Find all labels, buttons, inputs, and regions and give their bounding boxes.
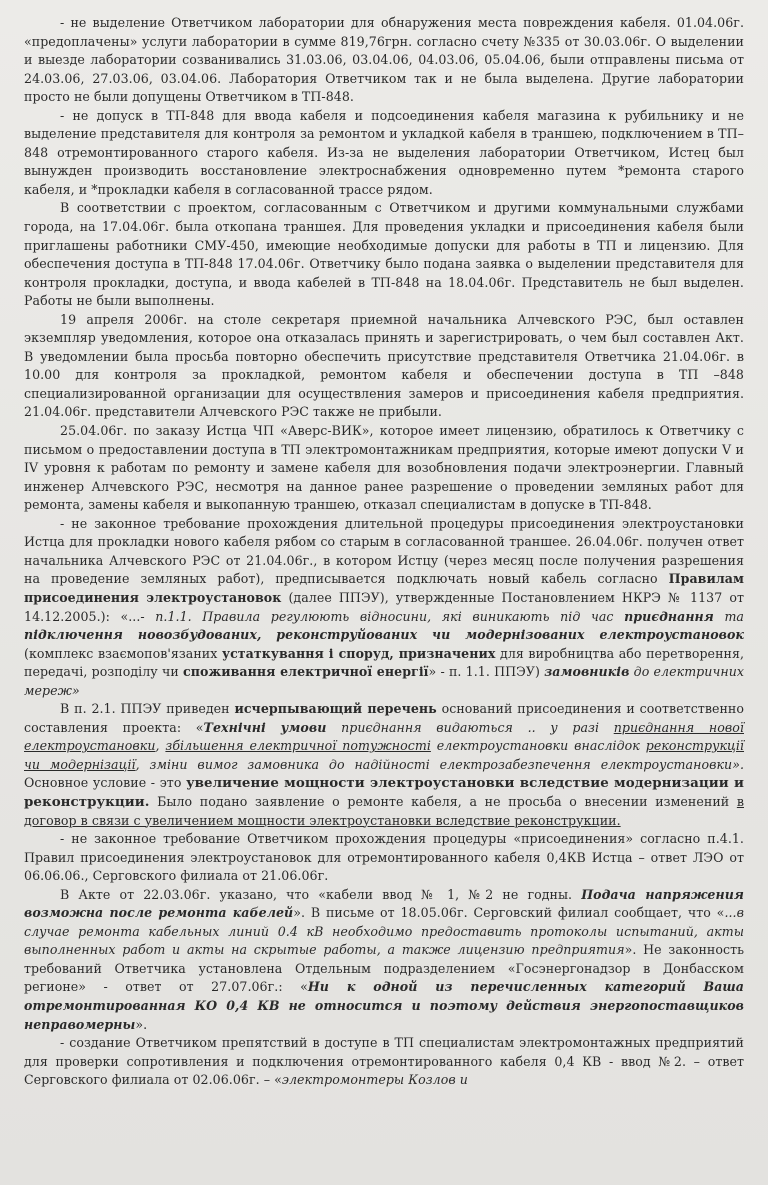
- text-run: - не законное требование прохождения длительной процедуры присоединения электроустановки Истца для прокладки нового кабеля рябом со старым в согласованной траншее. 26.04.06г. получен ответ начальника Алчевского РЭС от 21.04.06г., в котором Истцу (через месяц после получения разрешения на проведение земляных работ), предписывается подключать новый кабель согласно: [24, 515, 744, 587]
- text-run: (далее ППЭУ), утвержденные Постановлением НКРЭ № 1137 от 14.12.2005.): «...-: [24, 589, 744, 624]
- text-run: В п. 2.1. ППЭУ приведен: [60, 701, 235, 717]
- text-run: В Акте от 22.03.06г. указано, что «кабели ввод № 1, №2 не годны.: [60, 886, 582, 902]
- bold-run: споживання електричної енергії: [183, 664, 429, 680]
- bold-run: Правилам присоединения электроустановок: [24, 571, 744, 605]
- italic-run: ...в случае ремонта кабельных линий 0.4 кВ необходимо предоставить протоколы испытаний, акты выполненных работ и акты на скрытые работы, а также лицензию предприятия: [24, 905, 744, 958]
- paragraph-6: [24, 515, 744, 700]
- bold-run: исчерпывающий перечень: [234, 701, 437, 717]
- italic-run: та: [713, 608, 744, 624]
- paragraph-7: [24, 700, 744, 830]
- bold-run: увеличение мощности электроустановки вследствие модернизации и реконструкции.: [24, 775, 744, 810]
- underlined-italic-run: збільшення електричної потужності: [165, 738, 431, 754]
- italic-run: електроустановки внаслідок: [430, 738, 646, 754]
- underlined-run: в договор в связи с увеличением мощности электроустановки вследствие реконструкции.: [24, 793, 744, 828]
- text-run: ».: [135, 1016, 148, 1032]
- bold-italic-run: приєднання: [624, 608, 714, 624]
- italic-run: п.1.1. Правила регулюють відносини, які виникають під час: [155, 608, 625, 624]
- paragraph-10: [24, 1034, 744, 1090]
- text-run: оснований присоединения и соответственно составления проекта: «: [24, 701, 744, 735]
- bold-italic-run: замовників: [544, 664, 630, 680]
- paragraph-2: - не допуск в ТП-848 для ввода кабеля и подсоединения кабеля магазина к рубильнику и не выделение представителя для контроля за ремонтом и укладкой кабеля в траншею, подключением в ТП–848 отремонтированного старого кабеля. Из-за не выделения лаборатории Ответчиком, Истец был вынужден производить восстановление электроснабжения одновременно путем *ремонта старого кабеля, и *прокладки кабеля в согласованной трассе рядом.: [24, 107, 744, 197]
- paragraph-5: 25.04.06г. по заказу Истца ЧП «Аверс-ВИК», которое имеет лицензию, обратилось к Ответчику с письмом о предоставлении доступа в ТП электромонтажникам предприятия, которые имеют допуски V и IV уровня к работам по ремонту и замене кабеля для возобновления подачи электроэнергии. Главный инженер Алчевского РЭС, несмотря на данное ранее разрешение о проведении земляных работ для ремонта, замены кабеля и выкопанную траншею, отказал специалистам в допуске в ТП-848.: [24, 423, 744, 513]
- italic-run: до електричних мереж»: [24, 664, 745, 698]
- text-run: ». Не законность требований Ответчика установлена Отдельным подразделением «Госэнергонадзор в Донбасском регионе» - ответ от 27.07.06г.: «: [24, 942, 744, 995]
- text-run: Было подано заявление о ремонте кабеля, а не просьба о внесении изменений: [149, 793, 737, 809]
- text-run: Основное условие - это: [24, 775, 187, 791]
- bold-italic-run: Ни к одной из перечисленных категорий Ваша отремонтированная КО 0,4 КВ не относится и поэтому действия энергопоставщиков неправомерны: [24, 979, 744, 1032]
- text-run: » - п. 1.1. ППЭУ): [428, 664, 545, 680]
- italic-run: электромонтеры Козлов и: [281, 1072, 468, 1088]
- text-run: для виробництва або перетворення, передачі, розподілу чи: [24, 645, 744, 680]
- paragraph-1: - не выделение Ответчиком лаборатории для обнаружения места повреждения кабеля. 01.04.06г. «предоплачены» услуги лаборатории в сумме 819,76грн. согласно счету №335 от 30.03.06г. О выделении и выезде лаборатории созванивались 31.03.06, 03.04.06, 04.03.06, 05.04.06, были отправлены письма от 24.03.06, 27.03.06, 03.04.06. Лаборатория Ответчиком так и не была выделена. Другие лаборатории просто не были допущены Ответчиком в ТП-848.: [24, 15, 744, 105]
- bold-run: устаткування і споруд, призначених: [221, 645, 496, 661]
- italic-run: , зміни вимог замовника до надійності електрозабезпечення електроустановки».: [135, 756, 744, 772]
- bold-italic-run: підключення новозбудованих, реконструйованих чи модернізованих електроустановок: [24, 627, 744, 643]
- paragraph-9: [24, 886, 744, 1034]
- bold-italic-run: Подача напряжения возможна после ремонта кабелей: [24, 886, 744, 921]
- bold-italic-run: Технічні умови: [203, 719, 327, 735]
- paragraph-4: 19 апреля 2006г. на столе секретаря приемной начальника Алчевского РЭС, был оставлен экземпляр уведомления, которое она отказалась принять и зарегистрировать, о чем был составлен Акт. В уведомлении была просьба повторно обеспечить присутствие представителя Ответчика 21.04.06г. в 10.00 для контроля за прокладкой, ремонтом кабеля и обеспечении доступа в ТП –848 специализированной организации для осуществления замеров и присоединения кабеля предприятия. 21.04.06г. представители Алчевского РЭС также не прибыли.: [24, 311, 744, 420]
- text-run: ». В письме от 18.05.06г. Серговский филиал сообщает, что «: [293, 905, 725, 921]
- underlined-italic-run: реконструкції чи модернізації: [24, 738, 745, 772]
- italic-run: ,: [155, 738, 166, 754]
- paragraph-8: - не законное требование Ответчиком прохождения процедуры «присоединения» согласно п.4.1. Правил присоединения электроустановок для отремонтированного кабеля 0,4КВ Истца – ответ ЛЭО от 06.06.06., Серговского филиала от 21.06.06г.: [24, 831, 744, 884]
- text-run: - создание Ответчиком препятствий в доступе в ТП специалистам электромонтажных предприятий для проверки сопротивления и подключения отремонтированного кабеля 0,4 КВ - ввод №2. – ответ Серговского филиала от 02.06.06г. – «: [24, 1035, 744, 1088]
- underlined-italic-run: приєднання нової електроустановки: [24, 719, 744, 754]
- paragraph-3: В соответствии с проектом, согласованным с Ответчиком и другими коммунальными службами города, на 17.04.06г. была откопана траншея. Для проведения укладки и присоединения кабеля были приглашены работники СМУ-450, имеющие необходимые допуски для работы в ТП и лицензию. Для обеспечения доступа в ТП-848 17.04.06г. Ответчику было подана заявка о выделении представителя для контроля прокладки, доступа, и ввода кабелей в ТП-848 на 18.04.06г. Представитель не был выделен. Работы не были выполнены.: [24, 200, 744, 309]
- italic-run: приєднання видаються .. у разі: [326, 719, 614, 735]
- text-run: (комплекс взаємопов'язаних: [24, 645, 222, 661]
